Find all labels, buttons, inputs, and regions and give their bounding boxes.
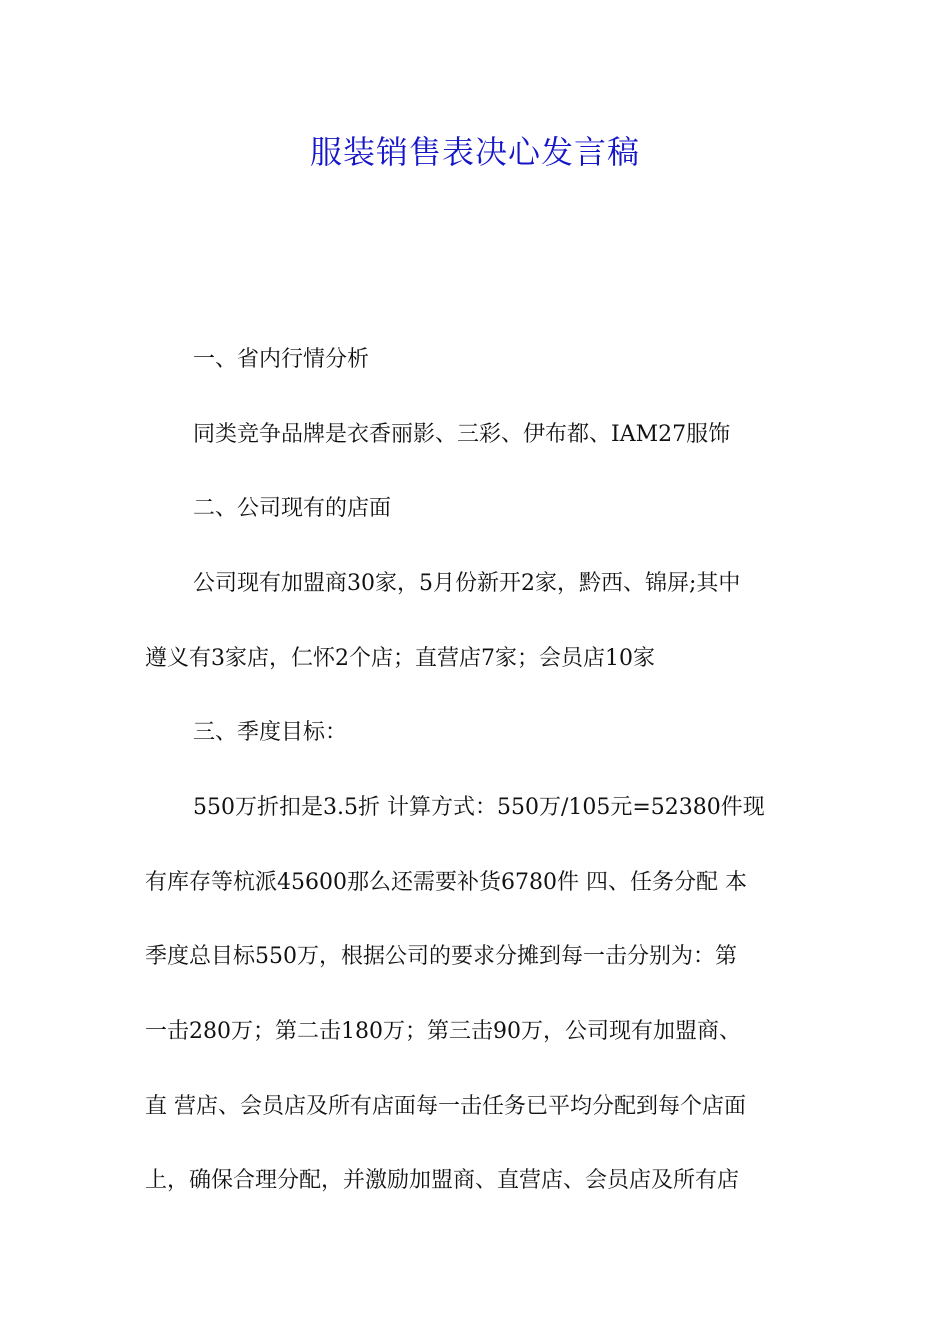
paragraph-line: 一击280万；第二击180万；第三击90万，公司现有加盟商、 [145, 1019, 741, 1044]
document-title: 服装销售表决心发言稿 [309, 133, 640, 171]
section-heading-2: 二、公司现有的店面 [193, 496, 392, 521]
paragraph-line: 上，确保合理分配，并激励加盟商、直营店、会员店及所有店 [145, 1168, 740, 1193]
paragraph-line: 公司现有加盟商30家，5月份新开2家，黔西、锦屏;其中 [193, 571, 741, 596]
paragraph-line: 550万折扣是3.5折 计算方式：550万/105元=52380件现 [193, 795, 765, 820]
section-heading-3: 三、季度目标： [193, 720, 348, 745]
paragraph-line: 遵义有3家店，仁怀2个店；直营店7家；会员店10家 [145, 646, 655, 671]
paragraph-line: 同类竞争品牌是衣香丽影、三彩、伊布都、IAM27服饰 [193, 422, 731, 447]
section-heading-1: 一、省内行情分析 [193, 347, 370, 372]
paragraph-line: 季度总目标550万，根据公司的要求分摊到每一击分别为：第 [145, 944, 737, 969]
paragraph-line: 有库存等杭派45600那么还需要补货6780件 四、任务分配 本 [145, 870, 747, 895]
paragraph-line: 直 营店、会员店及所有店面每一击任务已平均分配到每个店面 [145, 1094, 746, 1119]
